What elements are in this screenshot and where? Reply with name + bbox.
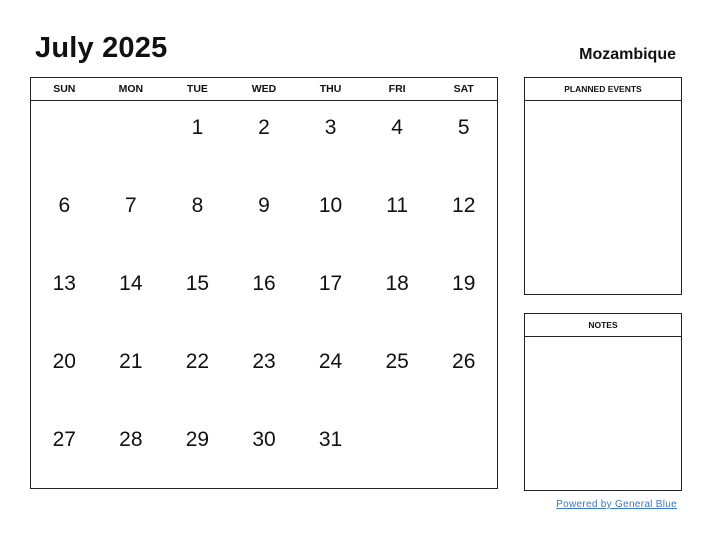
day-cell: 19 [452, 272, 476, 295]
day-cell: 16 [252, 272, 276, 295]
weekday-tue: TUE [186, 83, 208, 95]
day-cell [98, 101, 165, 179]
day-cell: 30 [252, 428, 276, 451]
day-cell: 9 [258, 194, 270, 217]
day-cell: 24 [318, 350, 343, 373]
day-cell: 1 [191, 116, 204, 139]
day-cell: 31 [318, 428, 343, 451]
weekday-wed: WED [251, 83, 277, 95]
day-cell: 6 [58, 194, 71, 217]
weekday-sun: SUN [53, 83, 76, 95]
day-cell: 5 [457, 116, 470, 139]
planned-events-heading: PLANNED EVENTS [525, 78, 681, 101]
weekday-mon: MON [118, 83, 144, 95]
planned-events-panel [524, 77, 682, 295]
day-cell: 27 [52, 428, 76, 451]
day-cell: 2 [258, 116, 270, 139]
day-cell [430, 413, 497, 491]
day-cell: 26 [452, 350, 476, 373]
day-cell: 13 [52, 272, 76, 295]
weekday-fri: FRI [388, 83, 406, 95]
country-label: Mozambique [579, 46, 676, 63]
calendar-grid [30, 77, 498, 489]
notes-panel [524, 313, 682, 491]
day-cell: 17 [318, 272, 343, 295]
day-cell: 18 [385, 272, 409, 295]
notes-heading: NOTES [525, 314, 681, 337]
weekday-header-row [31, 78, 497, 101]
weekday-sat: SAT [453, 83, 474, 95]
day-cell: 3 [324, 116, 337, 139]
weekday-thu: THU [319, 83, 342, 95]
day-cell: 21 [119, 350, 143, 373]
powered-by-link[interactable]: Powered by General Blue [556, 499, 677, 510]
day-cell: 12 [452, 194, 476, 217]
day-cell: 7 [125, 194, 137, 217]
day-cells [31, 101, 497, 491]
calendar-title: July 2025 [35, 32, 168, 64]
day-cell: 23 [252, 350, 276, 373]
day-cell: 4 [391, 116, 403, 139]
day-cell [364, 413, 431, 491]
day-cell: 10 [318, 194, 343, 217]
day-cell: 14 [119, 272, 143, 295]
day-cell: 29 [185, 428, 210, 451]
day-cell: 8 [191, 194, 204, 217]
day-cell: 11 [386, 194, 409, 217]
day-cell: 25 [385, 350, 409, 373]
day-cell: 20 [52, 350, 76, 373]
day-cell: 22 [185, 350, 210, 373]
day-cell: 28 [119, 428, 143, 451]
day-cell [31, 101, 98, 179]
day-cell: 15 [185, 272, 210, 295]
